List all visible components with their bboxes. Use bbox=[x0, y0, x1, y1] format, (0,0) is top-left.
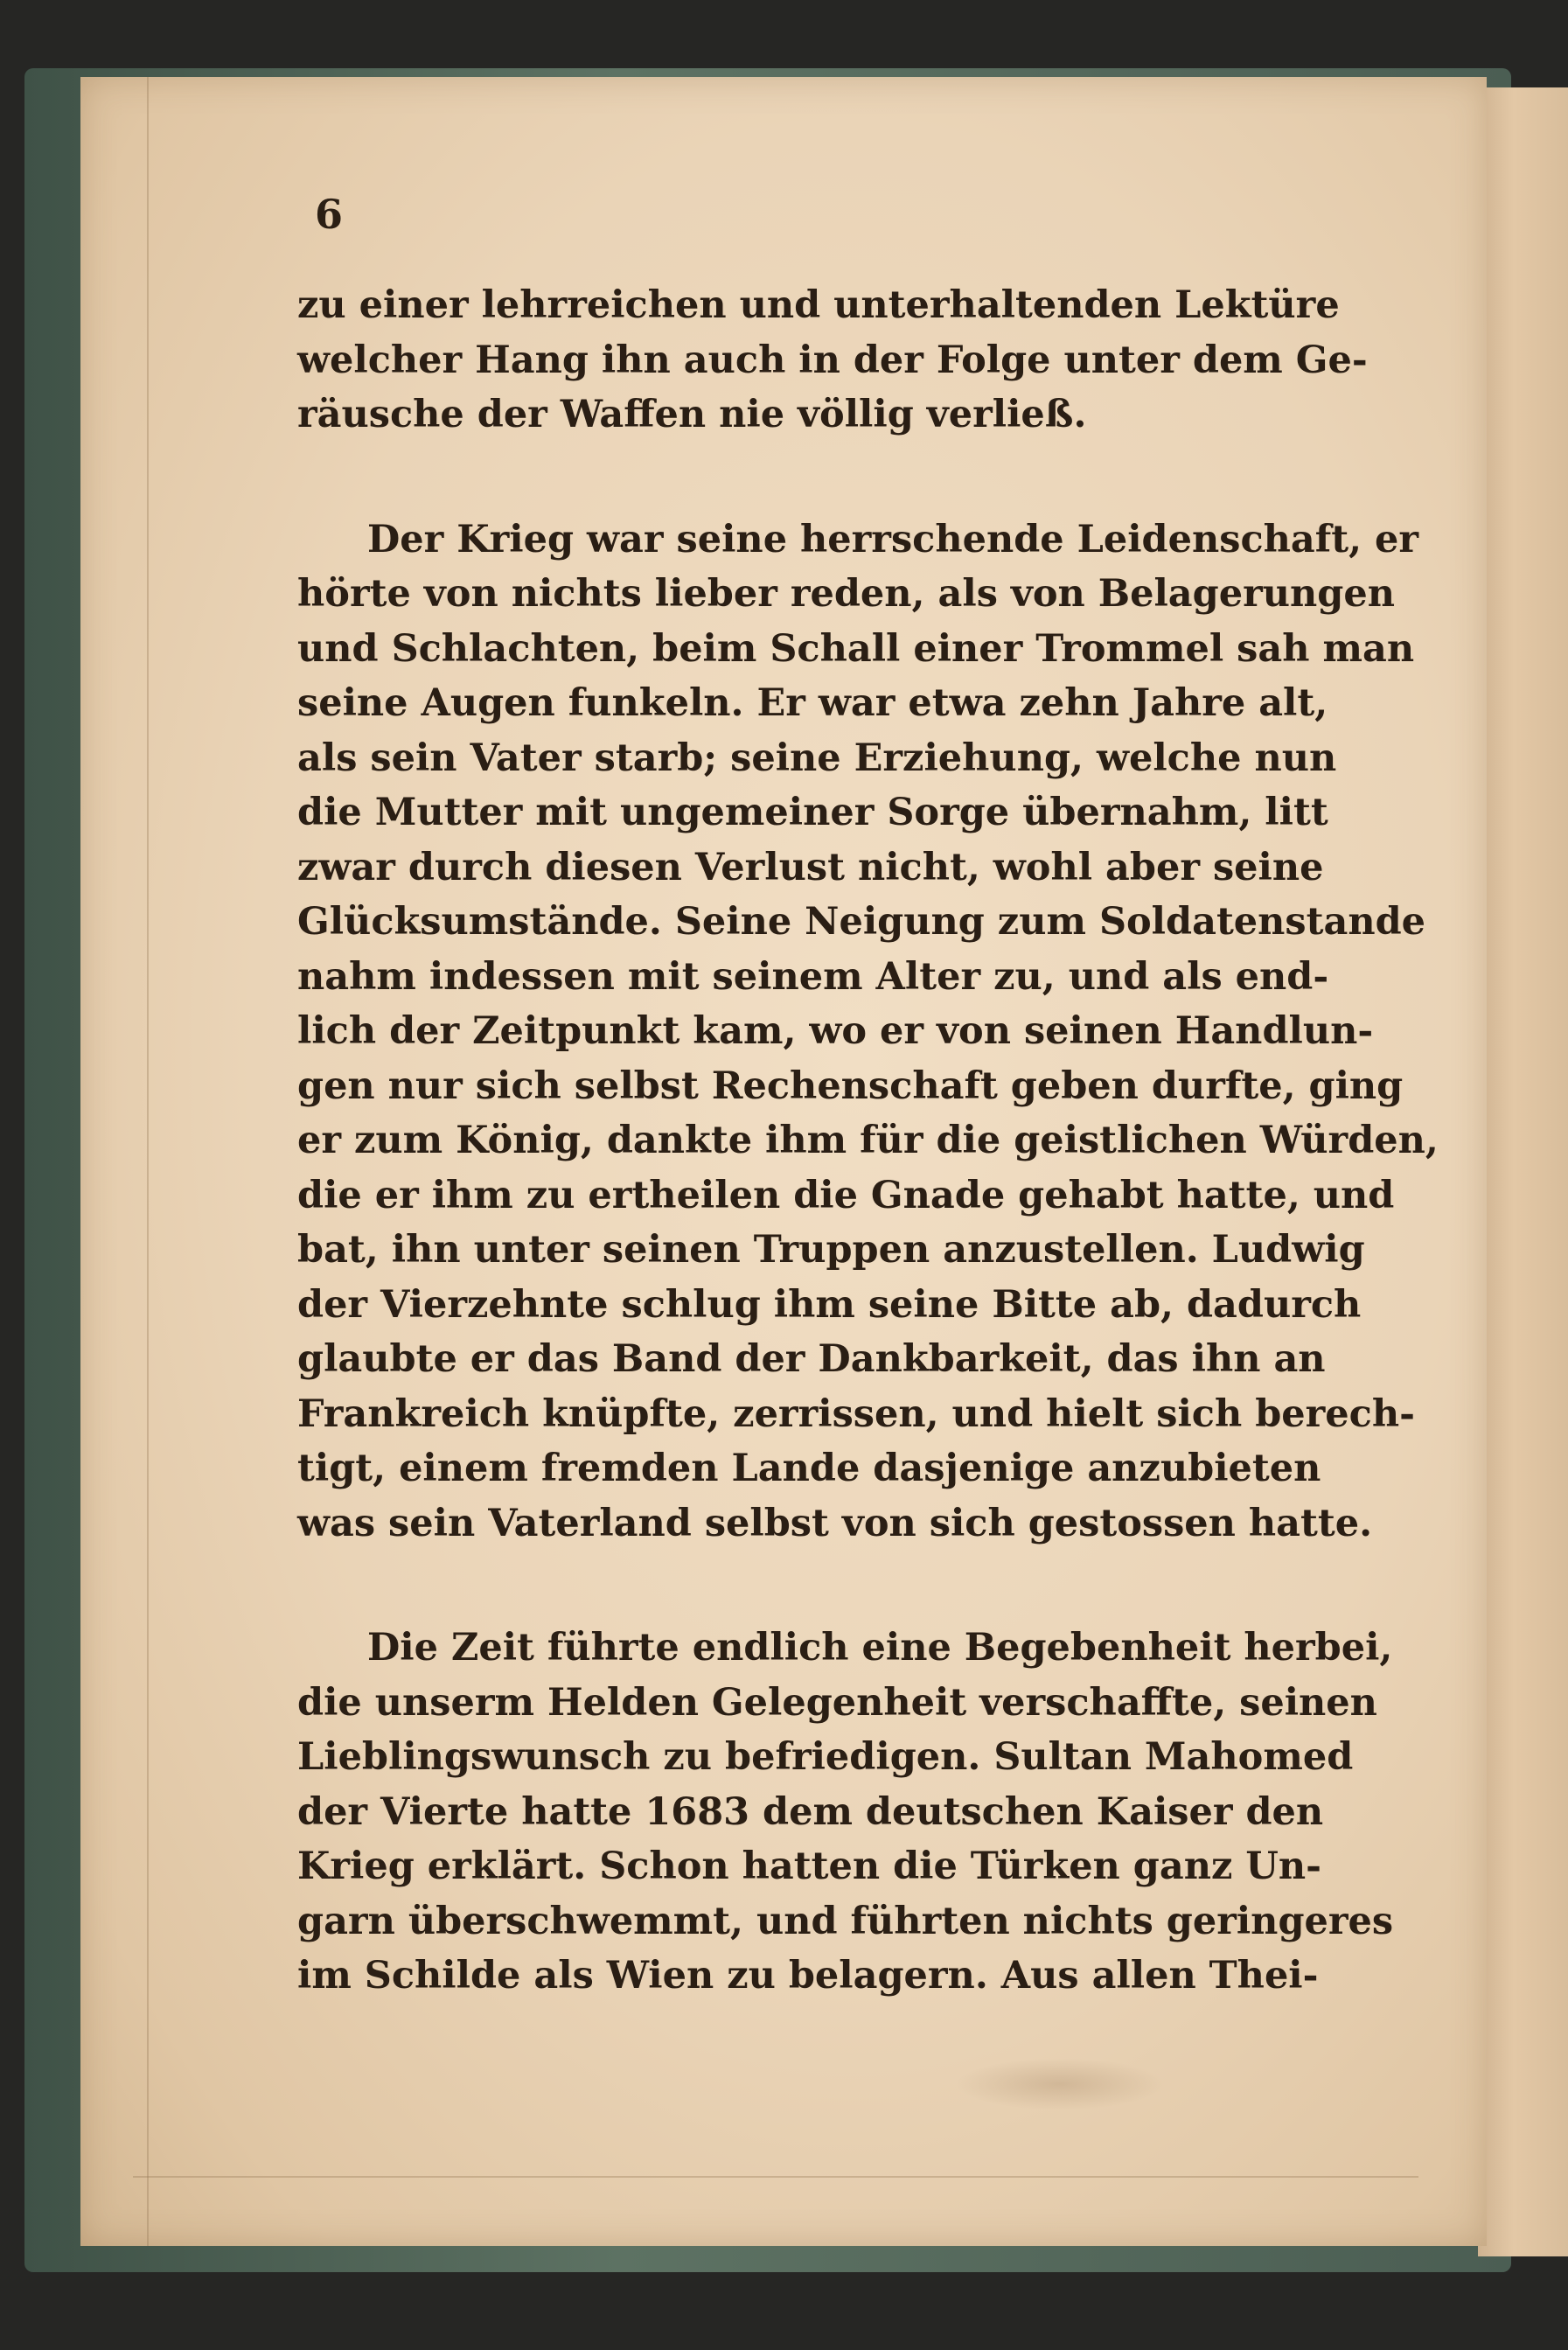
text-line: die Mutter mit ungemeiner Sorge übernahm, litt bbox=[297, 791, 1328, 834]
text-line: was sein Vaterland selbst von sich gestossen hatte. bbox=[297, 1501, 1373, 1545]
body-text bbox=[297, 278, 1439, 2004]
text-line: der Vierzehnte schlug ihm seine Bitte ab, dadurch bbox=[297, 1282, 1362, 1327]
page-number: 6 bbox=[315, 191, 344, 238]
text-line: Der Krieg war seine herrschende Leidenschaft, er bbox=[367, 517, 1419, 561]
text-line: bat, ihn unter seinen Truppen anzustellen. Ludwig bbox=[297, 1228, 1365, 1272]
text-line: im Schilde als Wien zu belagern. Aus allen Thei- bbox=[297, 1954, 1319, 1998]
text-line: die er ihm zu ertheilen die Gnade gehabt hatte, und bbox=[297, 1173, 1395, 1217]
text-line: räusche der Waffen nie völlig verließ. bbox=[297, 393, 1087, 436]
text-line: nahm indessen mit seinem Alter zu, und als end- bbox=[297, 954, 1329, 999]
text-line: garn überschwemmt, und führten nichts geringeres bbox=[297, 1899, 1394, 1943]
text-line: Krieg erklärt. Schon hatten die Türken ganz Un- bbox=[297, 1844, 1321, 1888]
text-line: gen nur sich selbst Rechenschaft geben durfte, ging bbox=[297, 1063, 1404, 1108]
text-line: welcher Hang ihn auch in der Folge unter dem Ge- bbox=[297, 338, 1368, 382]
text-line: er zum König, dankte ihm für die geistlichen Würden, bbox=[297, 1119, 1439, 1162]
page-gutter-edge bbox=[147, 77, 149, 2246]
text-line: und Schlachten, beim Schall einer Trommel sah man bbox=[297, 626, 1415, 671]
text-line: seine Augen funkeln. Er war etwa zehn Jahre alt, bbox=[297, 681, 1328, 725]
text-line: Lieblingswunsch zu befriedigen. Sultan Mahomed bbox=[297, 1735, 1354, 1779]
paragraph bbox=[297, 278, 1368, 443]
paragraph bbox=[297, 513, 1439, 1552]
text-line: der Vierte hatte 1683 dem deutschen Kaiser den bbox=[297, 1789, 1324, 1834]
paragraph bbox=[297, 1621, 1394, 2004]
page-bottom-edge bbox=[133, 2176, 1418, 2178]
text-line: Glücksumstände. Seine Neigung zum Soldatenstande bbox=[297, 900, 1426, 944]
text-line: tigt, einem fremden Lande dasjenige anzubieten bbox=[297, 1447, 1321, 1490]
text-line: die unserm Helden Gelegenheit verschaffte, seinen bbox=[297, 1680, 1377, 1725]
text-line: zwar durch diesen Verlust nicht, wohl aber seine bbox=[297, 845, 1324, 889]
ink-stain bbox=[955, 2058, 1165, 2110]
text-line: Die Zeit führte endlich eine Begebenheit herbei, bbox=[367, 1626, 1393, 1670]
text-line: glaubte er das Band der Dankbarkeit, das ihn an bbox=[297, 1337, 1326, 1381]
text-line: zu einer lehrreichen und unterhaltenden Lektüre bbox=[297, 283, 1340, 327]
text-line: als sein Vater starb; seine Erziehung, welche nun bbox=[297, 736, 1337, 780]
text-line: lich der Zeitpunkt kam, wo er von seinen Handlun- bbox=[297, 1009, 1374, 1053]
facing-page-edge bbox=[1478, 87, 1568, 2256]
text-line: Frankreich knüpfte, zerrissen, und hielt sich berech- bbox=[297, 1391, 1415, 1436]
text-line: hörte von nichts lieber reden, als von Belagerungen bbox=[297, 572, 1395, 616]
